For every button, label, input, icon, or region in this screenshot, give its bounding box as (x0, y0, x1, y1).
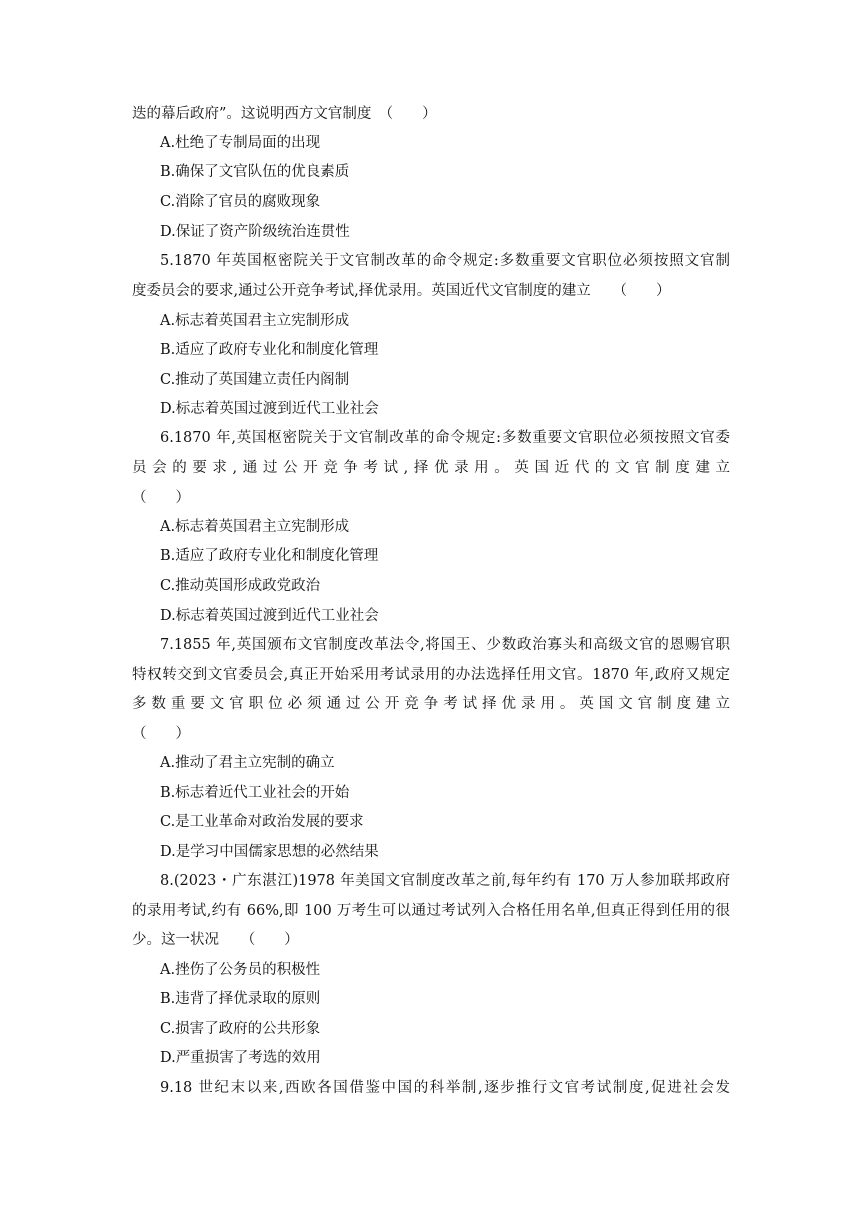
option-line: C.消除了官员的腐败现象 (160, 194, 321, 210)
option-line: C.是工业革命对政治发展的要求 (160, 814, 364, 830)
text-line: 少。这一状况 （ ） (132, 932, 299, 948)
option-line: B.适应了政府专业化和制度化管理 (160, 342, 379, 358)
option-line: D.保证了资产阶级统治连贯性 (160, 224, 350, 240)
option-line: D.严重损害了考选的效用 (160, 1050, 321, 1066)
option-line: A.杜绝了专制局面的出现 (160, 135, 321, 151)
option-line: A.推动了君主立宪制的确立 (160, 755, 335, 771)
option-line: C.损害了政府的公共形象 (160, 1021, 321, 1037)
question-line: 7.1855 年,英国颁布文官制度改革法令,将国王、少数政治寡头和高级文官的恩赐官职 (160, 637, 730, 653)
option-line: C.推动英国形成政党政治 (160, 578, 321, 594)
option-line: C.推动了英国建立责任内阁制 (160, 372, 350, 388)
text-line: 多数重要文官职位必须通过公开竞争考试择优录用。英国文官制度建立 (132, 696, 730, 712)
text-line: 特权转交到文官委员会,真正开始采用考试录用的办法选择任用文官。1870 年,政府又规定 (132, 667, 730, 683)
question-line: 5.1870 年英国枢密院关于文官制改革的命令规定:多数重要文官职位必须按照文官制 (160, 253, 730, 269)
option-line: D.是学习中国儒家思想的必然结果 (160, 844, 379, 860)
text-line: 员会的要求,通过公开竞争考试,择优录用。英国近代的文官制度建立 (132, 460, 730, 476)
option-line: B.违背了择优录取的原则 (160, 991, 321, 1007)
option-line: B.确保了文官队伍的优良素质 (160, 164, 350, 180)
option-line: A.挫伤了公务员的积极性 (160, 962, 321, 978)
option-line: D.标志着英国过渡到近代工业社会 (160, 401, 379, 417)
text-line: 度委员会的要求,通过公开竞争考试,择优录用。英国近代文官制度的建立 （ ） (132, 283, 671, 299)
question-line: 6.1870 年,英国枢密院关于文官制改革的命令规定:多数重要文官职位必须按照文官委 (160, 430, 730, 446)
text-line: 的录用考试,约有 66%,即 100 万考生可以通过考试列入合格任用名单,但真正得到任用的很 (132, 903, 730, 919)
answer-bracket: （ ） (132, 490, 190, 506)
answer-bracket: （ ） (132, 726, 190, 742)
option-line: A.标志着英国君主立宪制形成 (160, 313, 350, 329)
text-line: 迭的幕后政府”。这说明西方文官制度 （ ） (132, 106, 437, 122)
option-line: B.适应了政府专业化和制度化管理 (160, 548, 379, 564)
question-line: 9.18 世纪末以来,西欧各国借鉴中国的科举制,逐步推行文官考试制度,促进社会发 (160, 1080, 730, 1096)
option-line: A.标志着英国君主立宪制形成 (160, 519, 350, 535)
question-line: 8.(2023・广东湛江)1978 年美国文官制度改革之前,每年约有 170 万人参加联邦政府 (160, 873, 730, 889)
option-line: D.标志着英国过渡到近代工业社会 (160, 608, 379, 624)
option-line: B.标志着近代工业社会的开始 (160, 785, 350, 801)
